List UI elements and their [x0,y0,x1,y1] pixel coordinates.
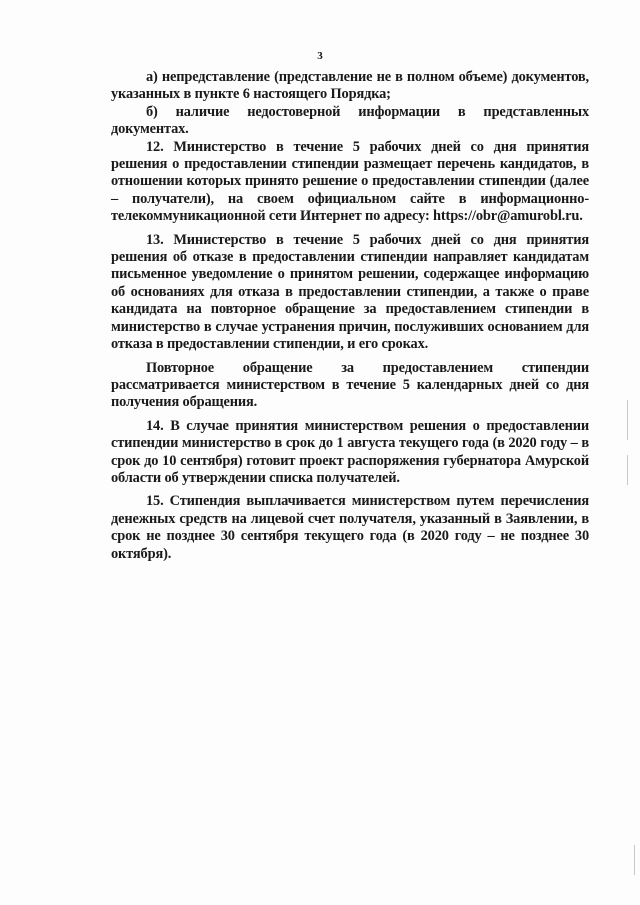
paragraph-item-a: а) непредставление (представление не в полном объеме) документов, указанных в пункте 6 настоящего Порядка; [111,69,589,103]
paragraph-13: 13. Министерство в течение 5 рабочих дней со дня принятия решения об отказе в предоставлении стипендии направляет кандидатам письменное уведомление о принятом решении, содержащее информацию об основаниях для отказа в предоставлении стипендии, а также о праве кандидата на повторное обращение за предоставлением стипендии в министерство в случае устранения причин, послуживших основанием для отказа в предоставлении стипендии, и его сроках. [111,231,589,353]
scan-mark [634,845,635,875]
paragraph-15: 15. Стипендия выплачивается министерством путем перечисления денежных средств на лицевой счет получателя, указанный в Заявлении, в срок не позднее 30 сентября текущего года (в 2020 году – не позднее 30 октября). [111,493,589,562]
paragraph-12: 12. Министерство в течение 5 рабочих дней со дня принятия решения о предоставлении стипендии размещает перечень кандидатов, в отношении которых принято решение о предоставлении стипендии (далее – получатели), на своем официальном сайте в информационно-телекоммуникационной сети Интернет по адресу: https://obr@amurobl.ru. [111,138,589,225]
paragraph-repeat-request: Повторное обращение за предоставлением стипендии рассматривается министерством в течение 5 календарных дней со дня получения обращения. [111,359,589,411]
page-number: 3 [317,50,323,62]
scan-mark [627,400,628,440]
scan-mark [627,455,628,485]
paragraph-item-b: б) наличие недостоверной информации в представленных документах. [111,103,589,138]
document-body [111,69,589,563]
paragraph-14: 14. В случае принятия министерством решения о предоставлении стипендии министерство в срок до 1 августа текущего года (в 2020 году – в срок до 10 сентября) готовит проект распоряжения губернатора Амурской области об утверждении списка получателей. [111,417,589,486]
